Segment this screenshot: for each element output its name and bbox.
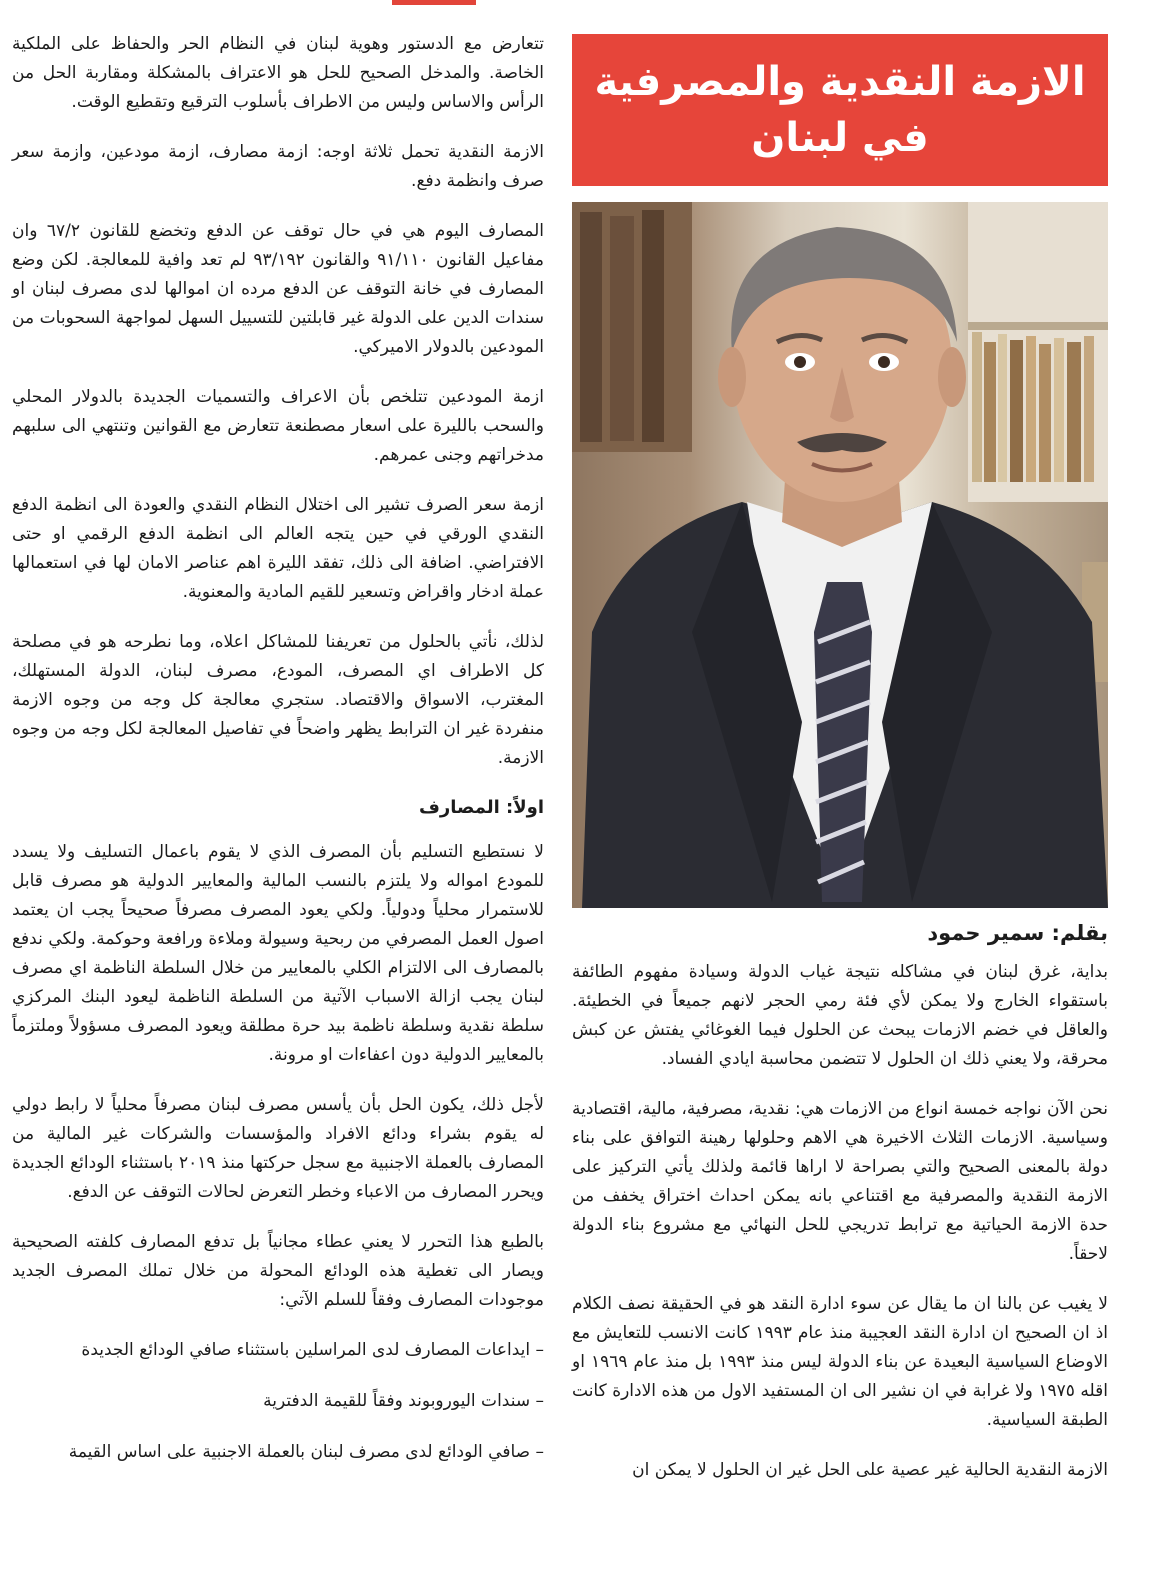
- paragraph: ازمة سعر الصرف تشير الى اختلال النظام النقدي والعودة الى انظمة الدفع النقدي الورقي في حين يتجه العالم الى انظمة الدفع الرقمي او حتى الافتراضي. اضافة الى ذلك، تفقد الليرة اهم عناصر الامان لها في استعمالها عملة ادخار واقراض وتسعير للقيم المادية والمعنوية.: [12, 495, 544, 602]
- portrait-illustration: [572, 202, 1108, 908]
- paragraph: الازمة النقدية تحمل ثلاثة اوجه: ازمة مصارف، ازمة مودعين، وازمة سعر صرف وانظمة دفع.: [12, 142, 544, 191]
- article-title-banner: [572, 34, 1108, 186]
- list-item: – ايداعات المصارف لدى المراسلين باستثناء صافي الودائع الجديدة: [81, 1340, 544, 1360]
- paragraph: نحن الآن نواجه خمسة انواع من الازمات هي: نقدية، مصرفية، مالية، اقتصادية وسياسية. الازمات الثلاث الاخيرة هي الاهم وحلولها رهينة التوافق على بناء دولة بالمعنى الصحيح والتي بصراحة لا اراها قائمة ولذلك يأتي التركيز على الازمة النقدية والمصرفية مع اقتناعي بانه يمكن احداث اختراق يخفف من حدة الازمة الحياتية مع ترابط تدريجي للحل النهائي مع مشروع بناء الدولة لاحقاً.: [572, 1099, 1108, 1264]
- right-column-text: [572, 958, 1108, 1485]
- list-item: – صافي الودائع لدى مصرف لبنان بالعملة الاجنبية على اساس القيمة: [68, 1442, 544, 1462]
- paragraph: تتعارض مع الدستور وهوية لبنان في النظام الحر والحفاظ على الملكية الخاصة. والمدخل الصحيح للحل هو الاعتراف بالمشكلة ومقاربة الحل من الرأس والاساس وليس من الاطراف بأسلوب الترقيع وتقطيع الوقت.: [12, 34, 544, 112]
- paragraph: لا نستطيع التسليم بأن المصرف الذي لا يقوم باعمال التسليف ولا يسدد للمودع امواله ولا يلتزم بالنسب المالية والمعايير الدولية هو مصرف قابل للاستمرار محلياً ودولياً. ولكي يعود المصرف مصرفاً صحيحاً يجب ان يعتمد اصول العمل المصرفي من ربحية وسيولة وملاءة ورافعة وحوكمة. ولكي ندفع بالمصارف الى الالتزام الكلي بالمعايير من خلال السلطة الناظمة اي مصرف لبنان يجب ازالة الاسباب الآتية من السلطة الناظمة ليعود البنك المركزي سلطة نقدية وسلطة ناظمة بيد حرة مطلقة ويعود المصرف مسؤولاً وملتزماً بالمعايير الدولية دون اعفاءات او مرونة.: [12, 842, 544, 1065]
- list-item: – سندات اليوروبوند وفقاً للقيمة الدفترية: [263, 1391, 544, 1411]
- paragraph: الازمة النقدية الحالية غير عصية على الحل غير ان الحلول لا يمكن ان: [632, 1460, 1108, 1480]
- author-byline: بقلم: سمير حمود: [927, 921, 1108, 945]
- paragraph: بداية، غرق لبنان في مشاكله نتيجة غياب الدولة وسيادة مفهوم الطائفة باستقواء الخارج ولا يمكن لأي فئة رمي الحجر لانهم جميعاً في الخطيئة. والعاقل في خضم الازمات يبحث عن الحلول فيما الغوغائي يفتش عن كبش محرقة، ولا يعني ذلك ان الحلول لا تتضمن محاسبة ايادي الفساد.: [572, 962, 1108, 1069]
- left-column: [12, 30, 544, 1489]
- section-heading: اولاً: المصارف: [419, 797, 544, 818]
- paragraph: لا يغيب عن بالنا ان ما يقال عن سوء ادارة النقد هو في الحقيقة نصف الكلام اذ ان الصحيح ان ادارة النقد العجيبة منذ عام ١٩٩٣ كانت الانسب للتعايش مع الاوضاع السياسية البعيدة عن بناء الدولة ليس منذ ١٩٩٣ بل منذ عام ١٩٦٩ او اقله ١٩٧٥ ولا غرابة في ان نشير الى ان المستفيد الاول من هذه الادارة كانت الطبقة السياسية.: [572, 1294, 1108, 1430]
- author-portrait: [572, 202, 1108, 908]
- paragraph: لأجل ذلك، يكون الحل بأن يأسس مصرف لبنان مصرفاً محلياً لا رابط دولي له يقوم بشراء ودائع الافراد والمؤسسات والشركات غير المالية من المصارف بالعملة الاجنبية مع سجل حركتها منذ ٢٠١٩ باستثناء الودائع الجديدة ويحرر المصارف من الاعباء وخطر التعرض لحالات التوقف عن الدفع.: [12, 1095, 544, 1202]
- paragraph: ازمة المودعين تتلخص بأن الاعراف والتسميات الجديدة بالدولار المحلي والسحب بالليرة على اسعار مصطنعة تتعارض مع القوانين وتنتهي الى سلبهم مدخراتهم وجنى عمرهم.: [12, 387, 544, 465]
- paragraph: بالطبع هذا التحرر لا يعني عطاء مجانياً بل تدفع المصارف كلفته الصحيحية ويصار الى تغطية هذه الودائع المحولة من خلال تملك المصرف الجديد موجودات المصارف وفقاً للسلم الآتي:: [12, 1232, 544, 1310]
- paragraph: المصارف اليوم هي في حال توقف عن الدفع وتخضع للقانون ٦٧/٢ وان مفاعيل القانون ٩١/١١٠ والقانون ٩٣/١٩٢ لم تعد وافية للمعالجة. لكن وضع المصارف في خانة التوقف عن الدفع مرده ان اموالها لدى مصرف لبنان او سندات الدين على الدولة غير قابلتين للتسييل السهل لمواجهة السحوبات من المودعين بالدولار الاميركي.: [12, 221, 544, 357]
- article-title: الازمة النقدية والمصرفية: [594, 59, 1086, 105]
- top-accent-bar: [392, 0, 476, 5]
- article-subtitle: في لبنان: [751, 115, 929, 161]
- right-column: [572, 34, 1108, 1506]
- paragraph: لذلك، نأتي بالحلول من تعريفنا للمشاكل اعلاه، وما نطرحه هو في مصلحة كل الاطراف اي المصرف، المودع، مصرف لبنان، الدولة المستهلك، المغترب، الاسواق والاقتصاد. ستجري معالجة كل وجه من وجوه الازمة منفردة غير ان الترابط يظهر واضحاً في تفاصيل المعالجة لكل وجه من وجوه الازمة.: [12, 632, 544, 768]
